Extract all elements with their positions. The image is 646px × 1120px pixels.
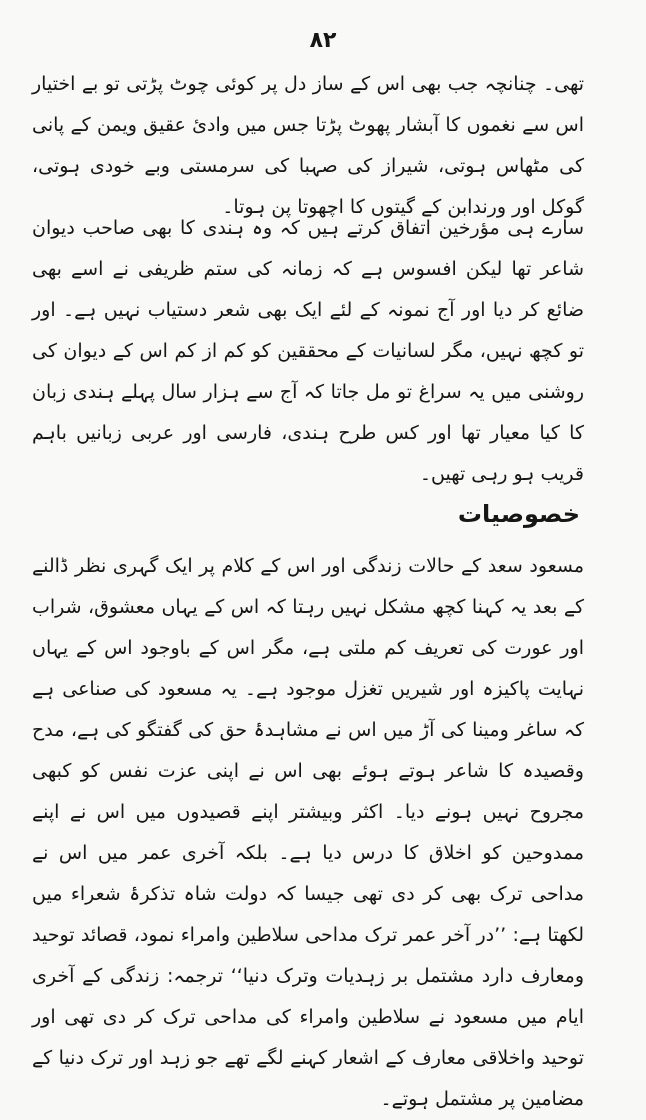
page-number: ۸۲	[309, 28, 337, 53]
section-heading: خصوصیات	[457, 500, 580, 528]
paragraph-2: سارے ہی مؤرخین اتفاق کرتے ہیں کہ وہ ہندی کا بھی صاحب دیوان شاعر تھا لیکن افسوس ہے کہ زمانہ کی ستم ظریفی نے اسے بھی ضائع کر دیا اور آج نمونہ کے لئے ایک بھی شعر دستیاب نہیں ہے۔ اور تو کچھ نہیں، مگر لسانیات کے محققین کو کم از کم اس کے دیوان کی روشنی میں یہ سراغ تو مل جاتا کہ آج سے ہزار سال پہلے ہندی زبان کا کیا معیار تھا اور کس طرح ہندی، فارسی اور عربی زبانیں باہم قریب ہو رہی تھیں۔	[32, 217, 584, 485]
paragraph-1: تھی۔ چنانچہ جب بھی اس کے ساز دل پر کوئی چوٹ پڑتی تو بے اختیار اس سے نغموں کا آبشار پھوٹ پڑتا جس میں وادیٔ عقیق ویمن کے پانی کی مٹھاس ہوتی، شیراز کی صہبا کی سرمستی وبے خودی ہوتی، گوکل اور ورندابن کے گیتوں کا اچھوتا پن ہوتا۔	[32, 73, 584, 218]
paragraph-3: مسعود سعد کے حالات زندگی اور اس کے کلام پر ایک گہری نظر ڈالنے کے بعد یہ کہنا کچھ مشکل نہیں رہتا کہ اس کے یہاں معشوق، شراب اور عورت کی تعریف کم ملتی ہے، مگر اس کے باوجود اس کے یہاں نہایت پاکیزہ اور شیریں تغزل موجود ہے۔ یہ مسعود کی صناعی ہے کہ ساغر ومینا کی آڑ میں اس نے مشاہدۂ حق کی گفتگو کی ہے، مدح وقصیدہ کا شاعر ہوتے ہوئے بھی اس نے اپنی عزت نفس کو کبھی مجروح نہیں ہونے دیا۔ اکثر وبیشتر اپنے قصیدوں میں اس نے اپنے ممدوحین کو اخلاق کا درس دیا ہے۔ بلکہ آخری عمر میں اس نے مداحی ترک بھی کر دی تھی جیسا کہ دولت شاہ تذکرۂ شعراء میں لکھتا ہے: ’’در آخر عمر ترک مداحی سلاطین وامراء نمود، قصائد توحید ومعارف دارد مشتمل بر زہدیات وترک دنیا‘‘ ترجمہ: زندگی کے آخری ایام میں مسعود نے سلاطین وامراء کی مداحی ترک کر دی تھی اور توحید واخلاقی معارف کے اشعار کہنے لگے تھے جو زہد اور ترک دنیا کے مضامین پر مشتمل ہوتے۔	[32, 555, 584, 1110]
